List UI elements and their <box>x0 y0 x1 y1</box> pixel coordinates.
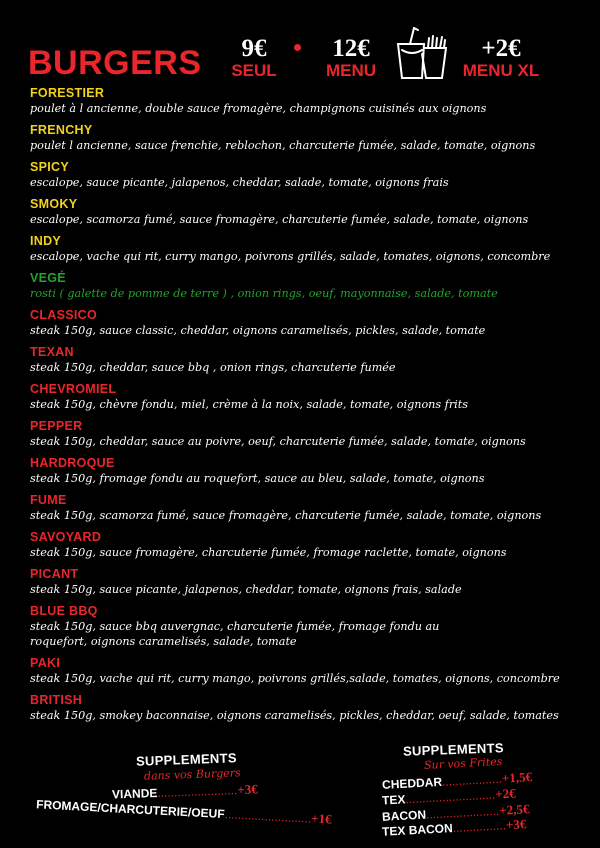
menu-item <box>30 197 590 227</box>
menu-item-description: escalope, scamorza fumé, sauce fromagère, charcuterie fumée, salade, tomate, oignons <box>30 213 529 226</box>
menu-item-name: SMOKY <box>30 197 78 211</box>
price-seul-label: SEUL <box>231 61 277 80</box>
supplement-price: +1,5€ <box>501 769 533 786</box>
supplement-price: +3€ <box>237 781 258 798</box>
price-menu-xl <box>450 36 552 80</box>
menu-item <box>30 160 590 190</box>
supplement-label: TEX BACON <box>381 821 454 839</box>
menu-item <box>30 382 590 412</box>
supplement-label: VIANDE <box>111 785 158 802</box>
menu-item-name: FRENCHY <box>30 123 93 137</box>
supplements-burgers-title: SUPPLEMENTS <box>135 750 238 769</box>
menu-item-description: rosti ( galette de pomme de terre ) , onion rings, oeuf, mayonnaise, salade, tomate <box>30 287 498 300</box>
menu-item <box>30 567 590 597</box>
menu-item <box>30 493 590 523</box>
menu-item <box>30 419 590 449</box>
supplements-frites-subtitle: Sur vos Frites <box>423 754 503 773</box>
menu-item <box>30 456 590 486</box>
leader-dots: .................. <box>441 771 503 789</box>
supplement-price: +2,5€ <box>498 801 530 818</box>
supplements-frites-title: SUPPLEMENTS <box>402 740 505 759</box>
supplement-price: +2€ <box>494 785 517 802</box>
menu-item-description: steak 150g, sauce fromagère, charcuterie fumée, fromage raclette, tomate, oignons <box>30 546 507 559</box>
menu-item <box>30 234 590 264</box>
menu-item-name: BRITISH <box>30 693 83 707</box>
price-seul-amount: 9€ <box>241 35 267 62</box>
menu-item-name: CLASSICO <box>30 308 97 322</box>
menu-item-name: TEXAN <box>30 345 74 359</box>
menu-item <box>30 86 590 116</box>
price-seul <box>226 36 282 80</box>
menu-item-description: poulet l ancienne, sauce frenchie, reblochon, charcuterie fumée, salade, tomate, oignons <box>30 139 536 152</box>
menu-item <box>30 530 590 560</box>
leader-dots: ........................... <box>405 787 496 807</box>
supplement-price: +1€ <box>310 810 332 827</box>
menu-item-name: VEGÉ <box>30 271 66 285</box>
price-menu-amount: 12€ <box>332 35 370 62</box>
menu-item-description: steak 150g, sauce bbq auvergnac, charcuterie fumée, fromage fondu au roquefort, oignons caramelisés, salade, tomate <box>30 620 440 648</box>
menu-item-description: steak 150g, cheddar, sauce bbq , onion rings, charcuterie fumée <box>30 361 396 374</box>
menu-item-description: steak 150g, scamorza fumé, sauce fromagère, charcuterie fumée, salade, tomate, oignons <box>30 509 542 522</box>
menu-item <box>30 693 590 723</box>
menu-item-description: poulet à l ancienne, double sauce fromagère, champignons cuisinés aux oignons <box>30 102 487 115</box>
menu-item <box>30 345 590 375</box>
supplement-label: TEX <box>381 792 406 808</box>
menu-item <box>30 604 590 649</box>
menu-item <box>30 123 590 153</box>
menu-item-name: FUME <box>30 493 67 507</box>
supplement-label: CHEDDAR <box>381 774 443 792</box>
menu-item <box>30 308 590 338</box>
menu-item-description: steak 150g, cheddar, sauce au poivre, oeuf, charcuterie fumée, salade, tomate, oignons <box>30 435 526 448</box>
supplement-price: +3€ <box>505 816 527 833</box>
menu-item-description: steak 150g, fromage fondu au roquefort, sauce au bleu, salade, tomate, oignons <box>30 472 485 485</box>
menu-item-name: FORESTIER <box>30 86 105 100</box>
leader-dots: ...................... <box>425 803 500 822</box>
menu-item-description: steak 150g, smokey baconnaise, oignons caramelisés, pickles, cheddar, oeuf, salade, tomates <box>30 709 559 722</box>
leader-dots: .......................... <box>224 807 312 826</box>
price-menu-label: MENU <box>325 61 377 80</box>
burger-list <box>30 86 590 730</box>
menu-item-description: steak 150g, sauce classic, cheddar, oignons caramelisés, pickles, salade, tomate <box>30 324 486 337</box>
menu-item-name: CHEVROMIEL <box>30 382 117 396</box>
menu-item-description: escalope, sauce picante, jalapenos, cheddar, salade, tomate, oignons frais <box>30 176 449 189</box>
menu-item-name: INDY <box>30 234 62 248</box>
supplement-label: FROMAGE/CHARCUTERIE/OEUF <box>35 797 225 822</box>
menu-item-name: PAKI <box>30 656 61 670</box>
menu-item-name: BLUE BBQ <box>30 604 98 618</box>
menu-item-description: steak 150g, sauce picante, jalapenos, cheddar, tomate, oignons frais, salade <box>30 583 462 596</box>
leader-dots: ................ <box>452 818 507 836</box>
supplement-row-fromage <box>36 796 332 827</box>
supplements-burgers-subtitle: dans vos Burgers <box>143 766 241 783</box>
supplement-row-viande <box>112 781 258 802</box>
menu-item <box>30 271 590 301</box>
menu-item-name: SAVOYARD <box>30 530 102 544</box>
price-menu <box>318 36 384 80</box>
menu-item-description: escalope, vache qui rit, curry mango, poivrons grillés, salade, tomates, oignons, concombre <box>30 250 551 263</box>
fries-box-icon <box>392 24 448 82</box>
price-menu-xl-label: MENU XL <box>462 61 540 80</box>
menu-item <box>30 656 590 686</box>
leader-dots: ........................ <box>157 783 238 800</box>
menu-item-name: HARDROQUE <box>30 456 115 470</box>
supplement-label: BACON <box>381 807 427 824</box>
separator-dot <box>294 44 301 51</box>
menu-item-name: PEPPER <box>30 419 83 433</box>
menu-item-description: steak 150g, vache qui rit, curry mango, poivrons grillés,salade, tomates, oignons, concombre <box>30 672 560 685</box>
menu-item-name: PICANT <box>30 567 79 581</box>
menu-title: BURGERS <box>28 44 202 82</box>
menu-item-name: SPICY <box>30 160 70 174</box>
price-menu-xl-amount: +2€ <box>481 35 521 62</box>
menu-item-description: steak 150g, chèvre fondu, miel, crème à la noix, salade, tomate, oignons frits <box>30 398 468 411</box>
